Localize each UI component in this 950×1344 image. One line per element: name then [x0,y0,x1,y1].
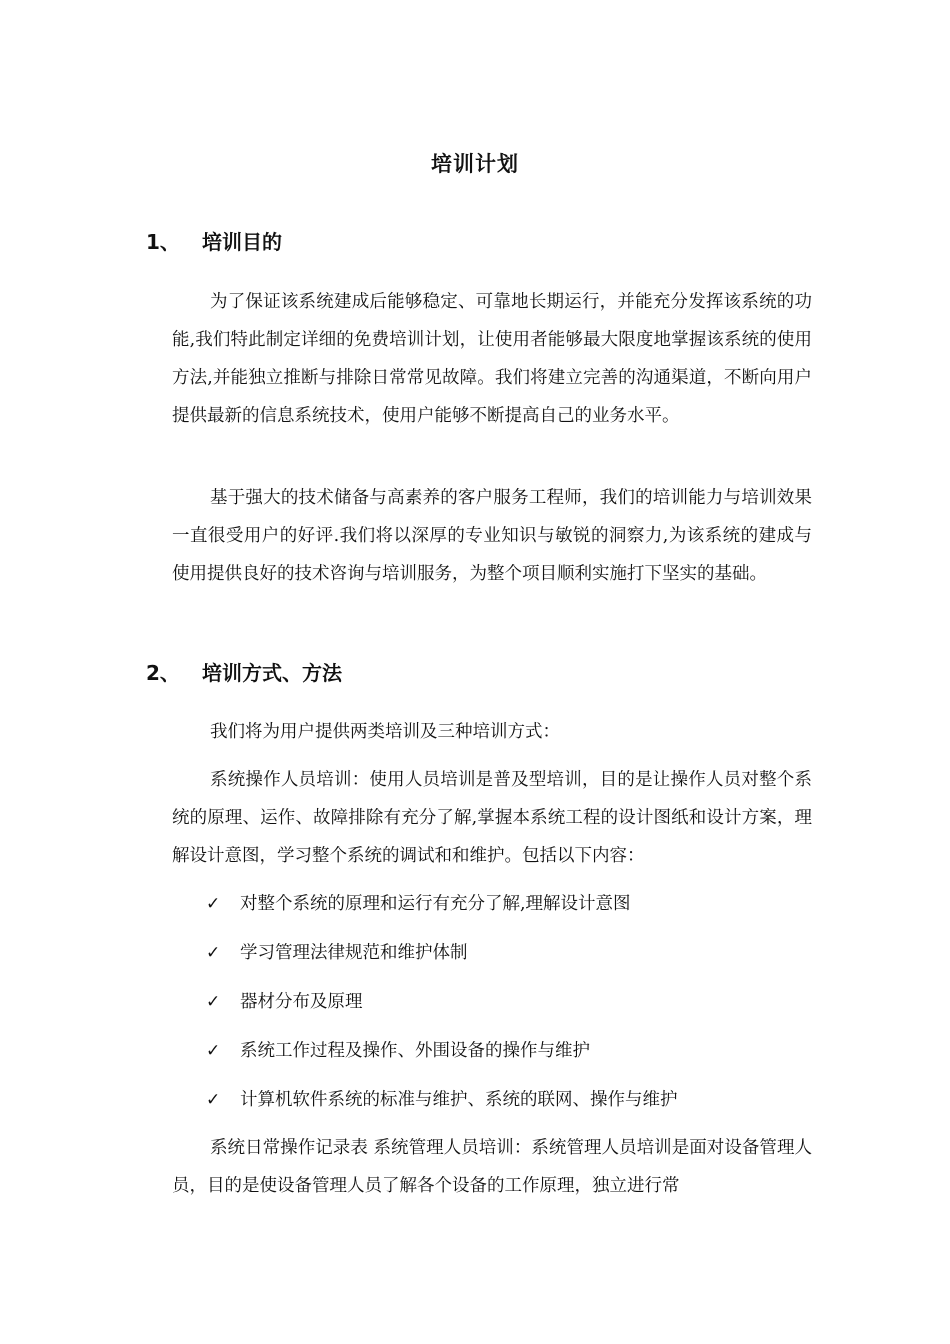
checklist-item-text: 对整个系统的原理和运行有充分了解,理解设计意图 [240,894,631,914]
section-1-paragraph-1: 为了保证该系统建成后能够稳定、可靠地长期运行，并能充分发挥该系统的功能,我们特此制定详细的免费培训计划，让使用者能够最大限度地掌握该系统的使用方法,并能独立推断与排除日常常见故障。我们将建立完善的沟通渠道，不断向用户提供最新的信息系统技术，使用户能够不断提高自己的业务水平。 [172,292,812,426]
section-2-heading [146,657,342,686]
section-1-number: 1、 [146,230,180,254]
checkmark-icon: ✓ [206,992,221,1012]
checklist-item [206,1081,678,1130]
training-content-checklist [206,885,678,1130]
checklist-item-text: 器材分布及原理 [240,992,363,1012]
checklist-item [206,934,678,983]
checkmark-icon: ✓ [206,1041,221,1061]
checkmark-icon: ✓ [206,1090,221,1110]
document-title: 培训计划 [431,152,519,176]
section-1-paragraph-2: 基于强大的技术储备与高素养的客户服务工程师，我们的培训能力与培训效果一直很受用户的好评.我们将以深厚的专业知识与敏锐的洞察力,为该系统的建成与使用提供良好的技术咨询与培训服务，为整个项目顺利实施打下坚实的基础。 [172,488,812,584]
section-1-title: 培训目的 [202,230,282,254]
section-2-admin-training: 系统日常操作记录表 系统管理人员培训：系统管理人员培训是面对设备管理人员，目的是使设备管理人员了解各个设备的工作原理，独立进行常 [172,1138,812,1196]
checklist-item-text: 系统工作过程及操作、外围设备的操作与维护 [240,1041,590,1061]
checklist-item [206,885,678,934]
section-2-intro: 我们将为用户提供两类培训及三种培训方式： [210,722,560,742]
checklist-item [206,983,678,1032]
section-1-heading [146,226,282,255]
checklist-item-text: 计算机软件系统的标准与维护、系统的联网、操作与维护 [240,1090,678,1110]
checkmark-icon: ✓ [206,943,221,963]
checkmark-icon: ✓ [206,894,221,914]
section-2-operator-training: 系统操作人员培训：使用人员培训是普及型培训，目的是让操作人员对整个系统的原理、运作、故障排除有充分了解,掌握本系统工程的设计图纸和设计方案，理解设计意图，学习整个系统的调试和和维护。包括以下内容： [172,770,812,866]
section-2-title: 培训方式、方法 [202,661,342,685]
checklist-item [206,1032,678,1081]
checklist-item-text: 学习管理法律规范和维护体制 [240,943,468,963]
section-2-number: 2、 [146,661,180,685]
